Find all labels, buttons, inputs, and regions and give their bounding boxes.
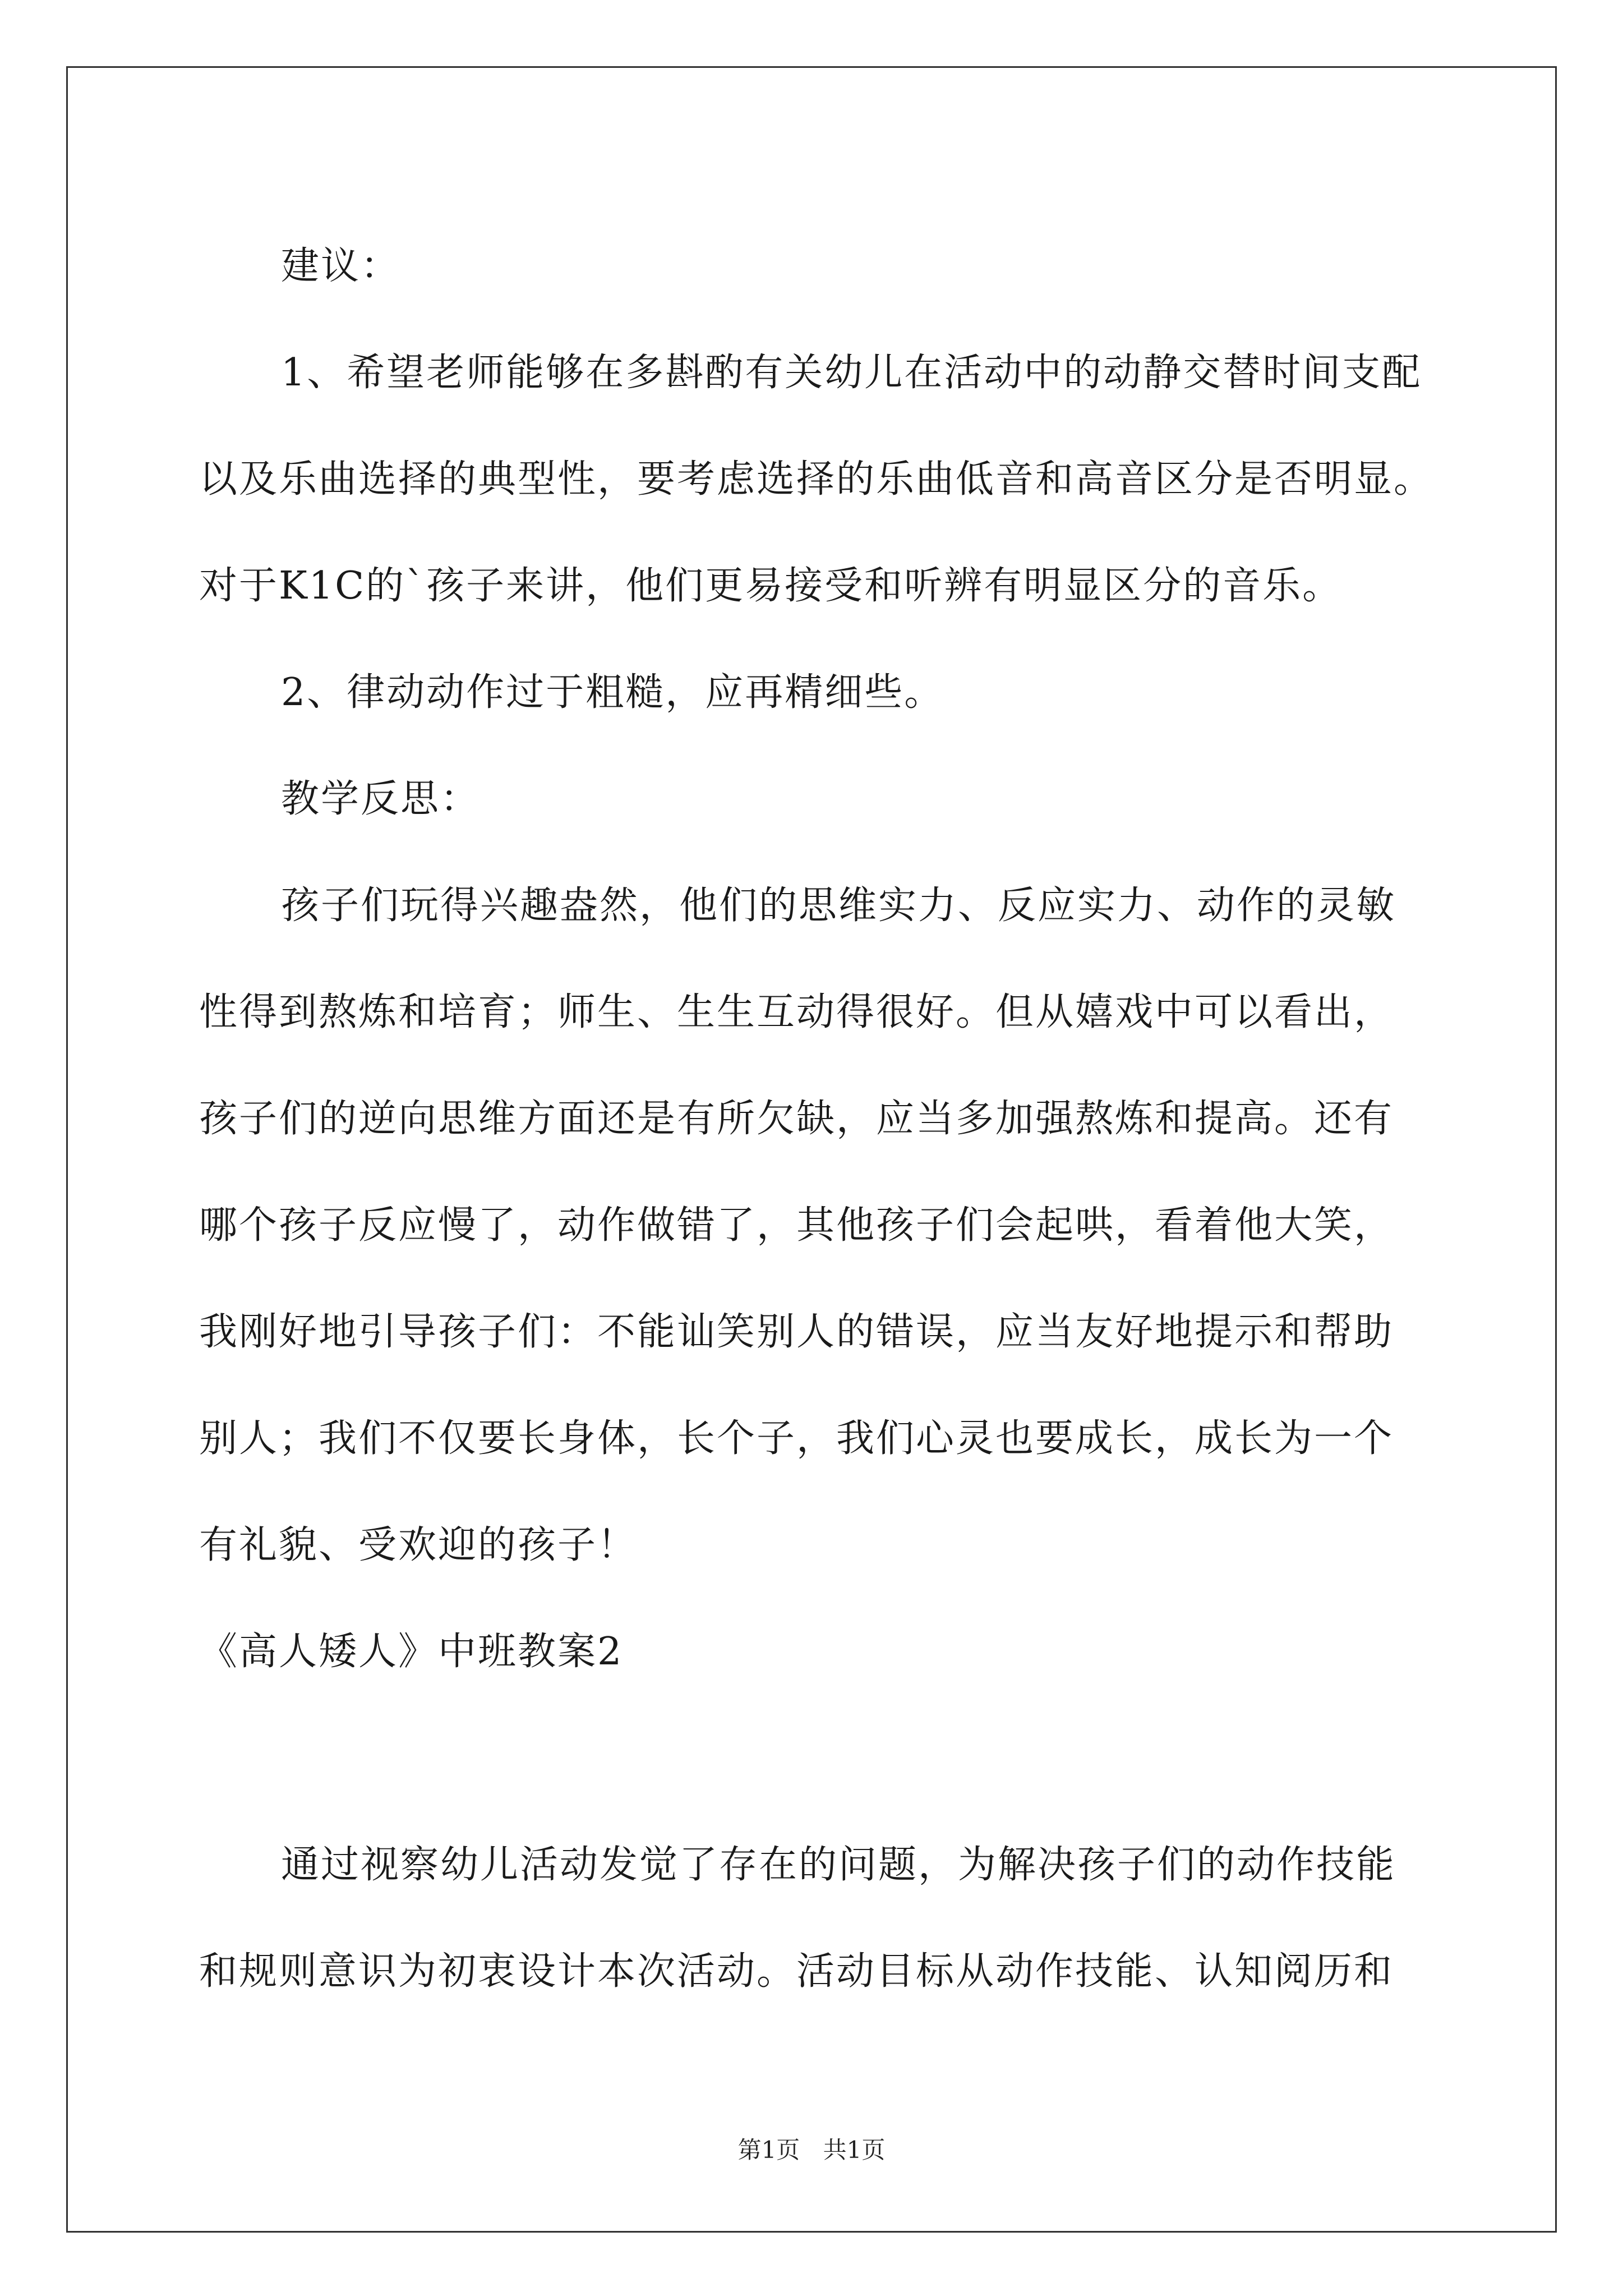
reflection-line-5: 我刚好地引导孩子们：不能讪笑别人的错误，应当友好地提示和帮助 (199, 1310, 1394, 1354)
lesson-title-2: 《高人矮人》中班教案2 (199, 1630, 624, 1674)
reflection-line-4: 哪个孩子反应慢了，动作做错了，其他孩子们会起哄，看着他大笑， (199, 1203, 1394, 1248)
intro-line-1: 通过视察幼儿活动发觉了存在的问题，为解决孩子们的动作技能 (281, 1843, 1396, 1887)
page-footer (0, 2132, 1623, 2165)
section-label-suggestions: 建议： (281, 244, 401, 288)
intro-line-2: 和规则意识为初衷设计本次活动。活动目标从动作技能、认知阅历和 (199, 1949, 1394, 1994)
reflection-line-7: 有礼貌、受欢迎的孩子！ (199, 1523, 638, 1567)
page-number-total: 共1页 (823, 2136, 886, 2164)
suggestion-1-line-1: 1、希望老师能够在多斟酌有关幼儿在活动中的动静交替时间支配 (281, 351, 1422, 395)
document-body (199, 213, 1444, 2025)
reflection-line-2: 性得到熬炼和培育；师生、生生互动得很好。但从嬉戏中可以看出， (199, 990, 1394, 1034)
reflection-line-1: 孩子们玩得兴趣盎然，他们的思维实力、反应实力、动作的灵敏 (281, 884, 1396, 928)
suggestion-1-line-3: 对于K1C的`孩子来讲，他们更易接受和听辨有明显区分的音乐。 (199, 564, 1343, 608)
suggestion-2: 2、律动动作过于粗糙，应再精细些。 (281, 670, 944, 715)
suggestion-1-line-2: 以及乐曲选择的典型性，要考虑选择的乐曲低音和高音区分是否明显。 (199, 457, 1434, 501)
blank-line (199, 1705, 1444, 1812)
reflection-line-6: 别人；我们不仅要长身体，长个子，我们心灵也要成长，成长为一个 (199, 1416, 1394, 1461)
page-number-current: 第1页 (737, 2136, 800, 2164)
reflection-line-3: 孩子们的逆向思维方面还是有所欠缺，应当多加强熬炼和提高。还有 (199, 1097, 1394, 1141)
section-label-reflection: 教学反思： (281, 777, 481, 821)
